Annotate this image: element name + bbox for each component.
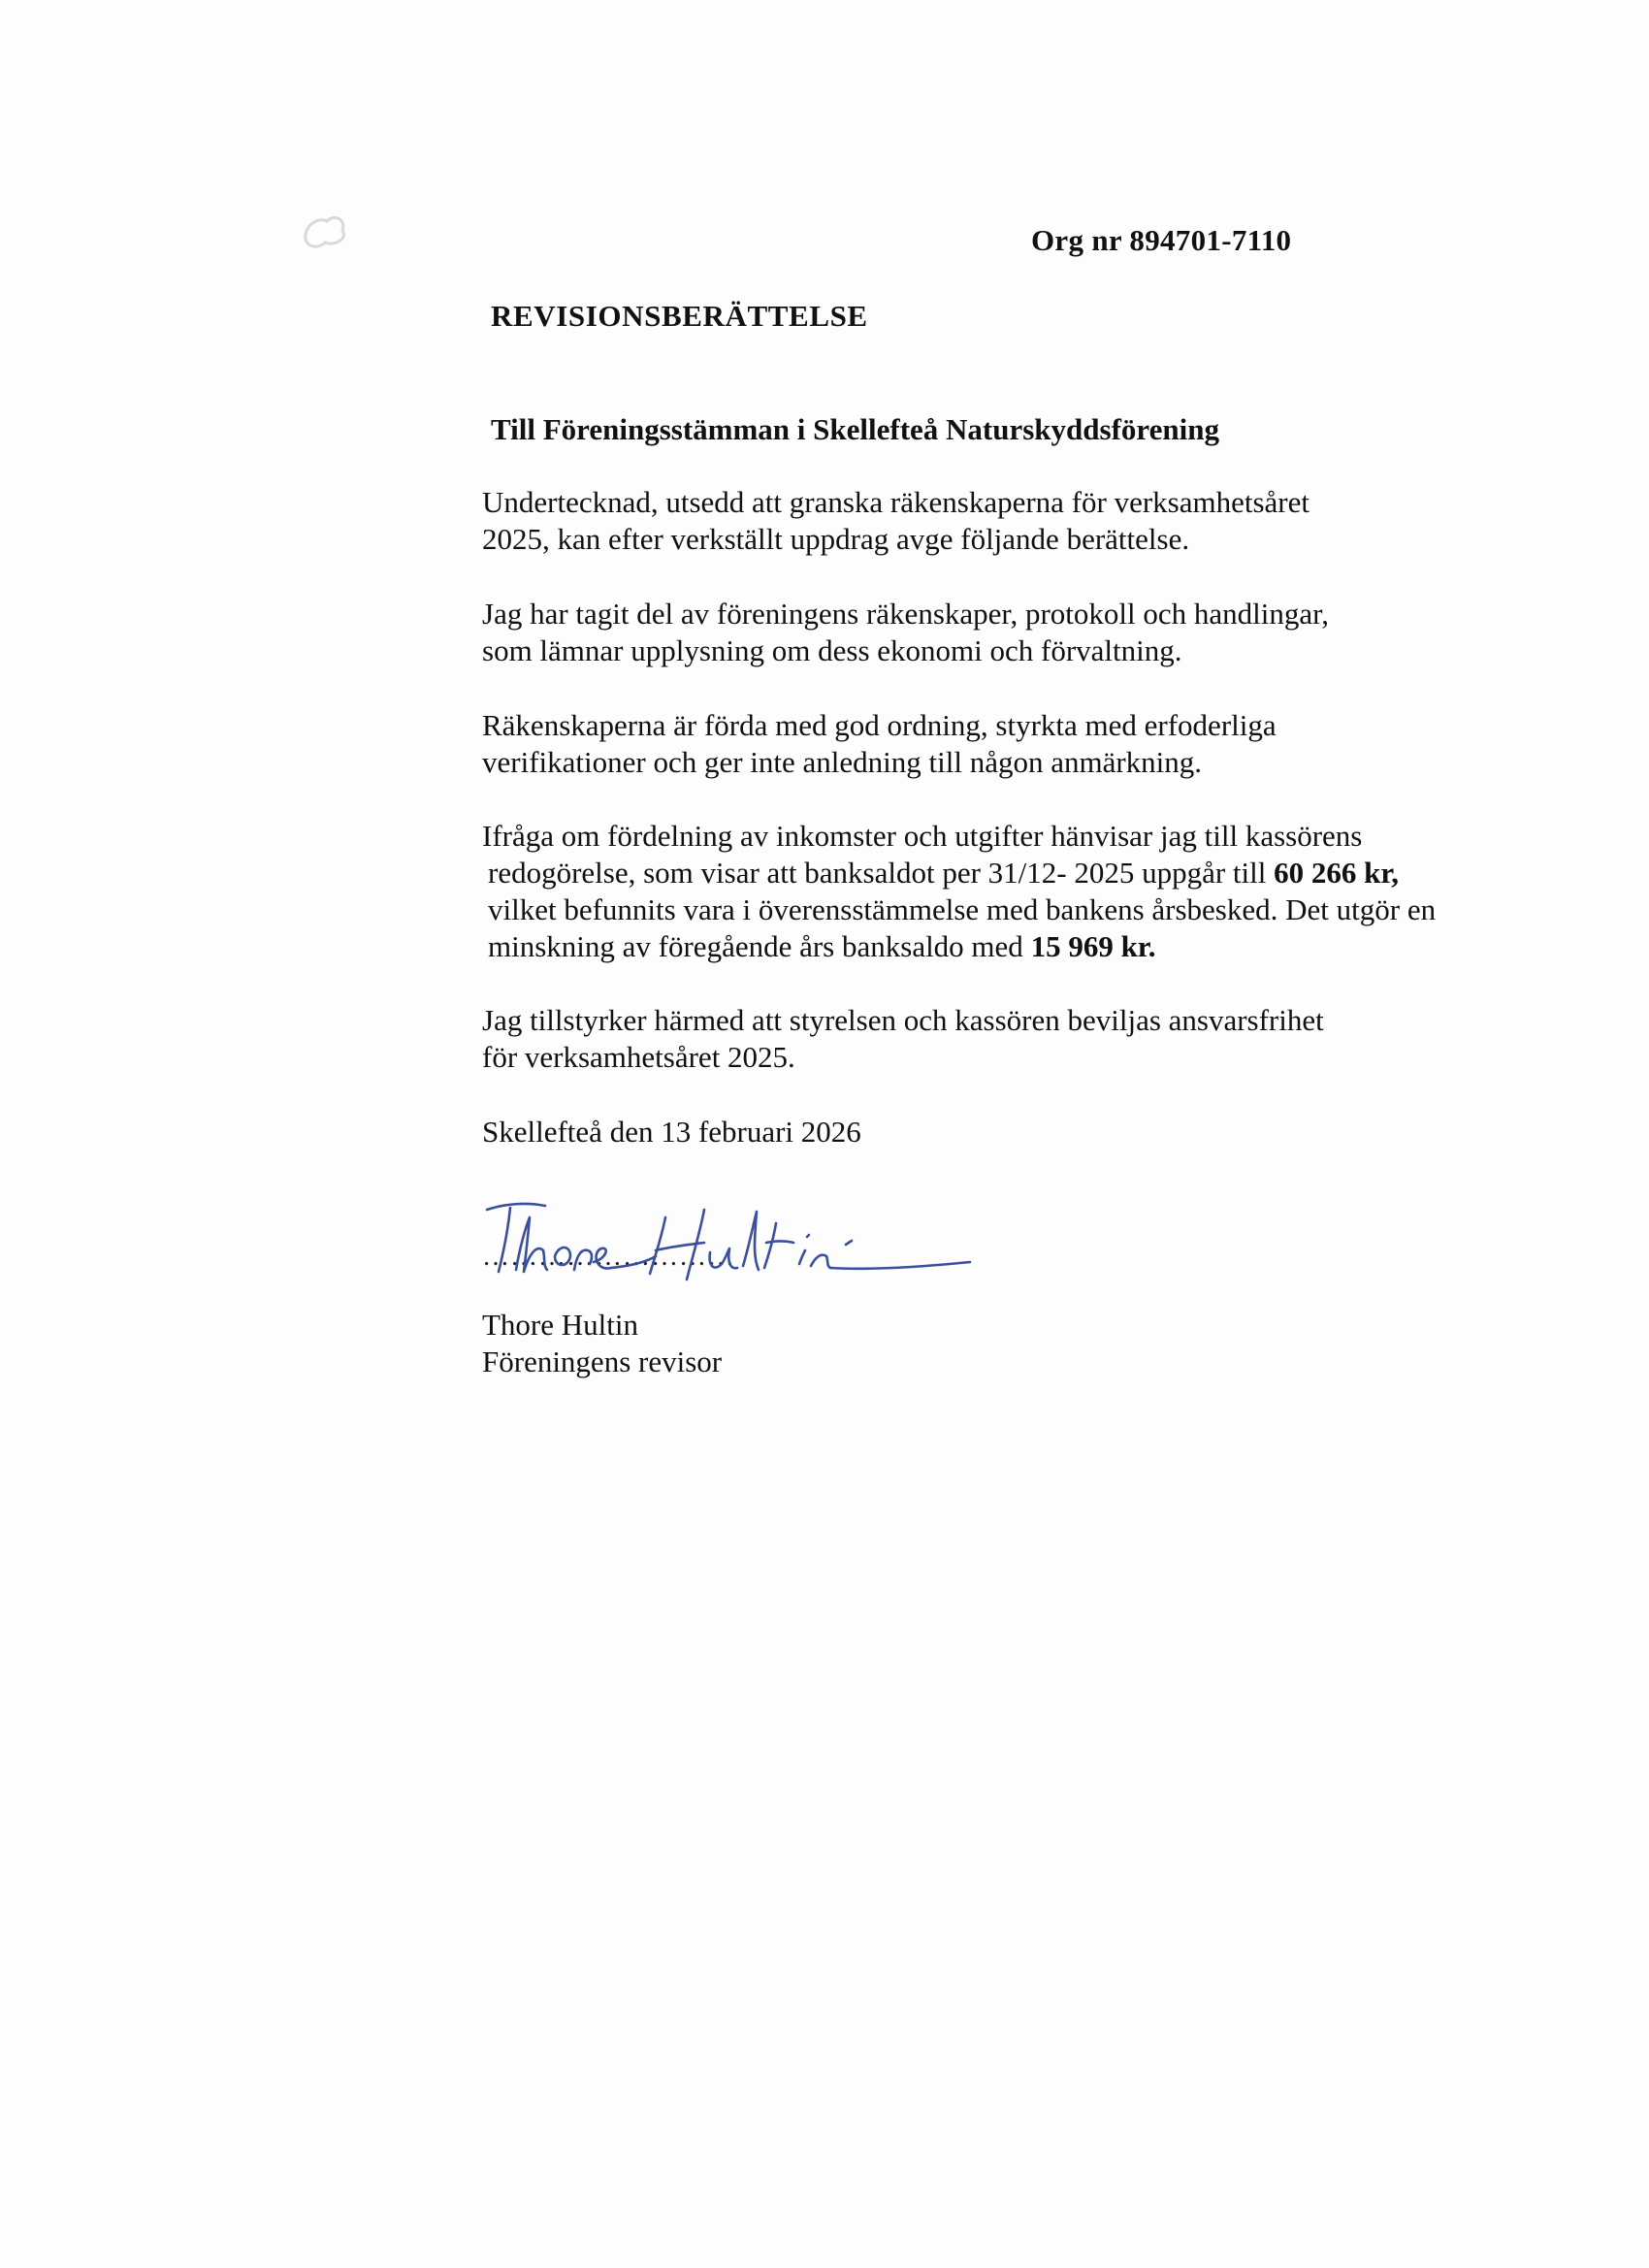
paragraph-line: för verksamhetsåret 2025.	[482, 1040, 795, 1074]
bank-balance-amount: 60 266 kr,	[1274, 856, 1400, 890]
addressee-heading: Till Föreningsstämman i Skellefteå Naturskyddsförening	[491, 412, 1219, 446]
decrease-amount: 15 969 kr.	[1030, 929, 1156, 963]
paragraph-line: Undertecknad, utsedd att granska räkenskaperna för verksamhetsåret	[482, 485, 1310, 519]
paragraph-line: vilket befunnits vara i överensstämmelse med bankens årsbesked. Det utgör en	[488, 892, 1437, 926]
paragraph-line: Jag tillstyrker härmed att styrelsen och kassören beviljas ansvarsfrihet	[482, 1003, 1324, 1037]
paragraph-accounts	[482, 707, 1452, 781]
scan-smudge-mark	[296, 206, 354, 254]
paragraph-balance	[482, 818, 1452, 965]
paragraph-line: 2025, kan efter verkställt uppdrag avge följande berättelse.	[482, 522, 1190, 556]
decrease-text: minskning av föregående års banksaldo med	[488, 929, 1031, 963]
paragraph-line: verifikationer och ger inte anledning till någon anmärkning.	[482, 745, 1203, 779]
paragraph-line: Räkenskaperna är förda med god ordning, styrkta med erfoderliga	[482, 708, 1277, 742]
document-title: REVISIONSBERÄTTELSE	[491, 299, 868, 333]
paragraph-line: Ifråga om fördelning av inkomster och utgifter hänvisar jag till kassörens	[482, 819, 1363, 853]
paragraph-discharge	[482, 1002, 1452, 1076]
balance-text: redogörelse, som visar att banksaldot per 31/12- 2025 uppgår till	[488, 856, 1275, 890]
paragraph-line	[482, 855, 1452, 891]
signature-dotted-line: ………………………	[482, 1242, 735, 1272]
place-and-date	[482, 1114, 1452, 1150]
handwritten-signature	[466, 1188, 1009, 1295]
paragraph-line: som lämnar upplysning om dess ekonomi och förvaltning.	[482, 633, 1182, 667]
paragraph-review	[482, 596, 1452, 669]
signer-role: Föreningens revisor	[482, 1345, 723, 1378]
organization-number: Org nr 894701-7110	[1031, 223, 1292, 257]
signer-name: Thore Hultin	[482, 1308, 638, 1342]
paragraph-line	[482, 928, 1452, 965]
place-date-line: Skellefteå den 13 februari 2026	[482, 1115, 861, 1149]
paragraph-line: Jag har tagit del av föreningens räkenskaper, protokoll och handlingar,	[482, 597, 1329, 631]
paragraph-assignment	[482, 484, 1452, 558]
